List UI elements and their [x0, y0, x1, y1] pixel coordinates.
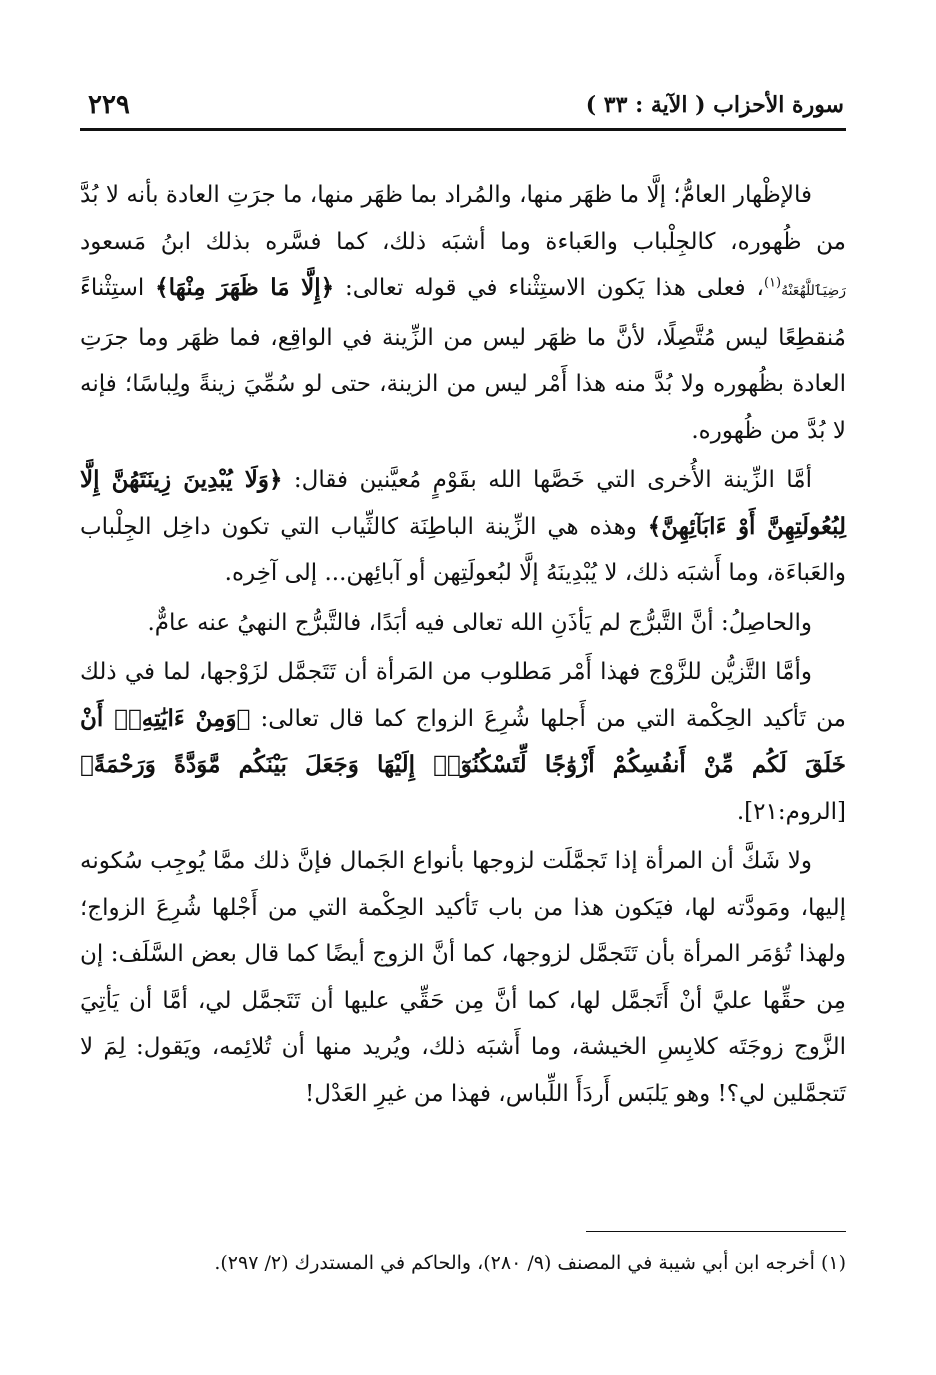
- quran-verse: ﴿إِلَّا مَا ظَهَرَ مِنْهَا﴾: [155, 274, 335, 301]
- paragraph-4-text-a: وأمَّا التَّزيُّن للزَّوْج فهذا أَمْر مَطلوب من المَرأة أن تَتَجمَّل لزَوْجها، لما في ذلك من تَأكيد الحِكْمة التي من أَجلها شُرِعَ الزواج كما قال تعالى:: [80, 659, 847, 732]
- paragraph-5: ولا شَكَّ أن المرأة إذا تَجمَّلَت لزوجها بأنواع الجَمال فإنَّ ذلك ممَّا يُوجِب سُكونه إليها، ومَودَّته لها، فيَكون هذا من باب تَأكيد الحِكْمة التي من أَجْلها شُرِعَ الزواج؛ ولهذا تُؤمَر المرأة بأن تَتَجمَّل لزوجها، كما أنَّ الزوج أيضًا كما قال بعض السَّلَف: إن مِن حقِّها عليَّ أنْ أَتَجمَّل لها، كما أنَّ مِن حَقِّي عليها أن تَتَجمَّل لي، أمَّا أن يَأتِيَ الزَّوج زوجَتَه كلابِسِ الخيشة، وما أَشبَه ذلك، ويُريد منها أن تُلائِمه، ويَقول: لِمَ لا تَتجمَّلين لي؟! وهو يَلبَس أَردَأَ اللِّباس، فهذا من غيرِ العَدْل!: [80, 848, 846, 1107]
- honorific-formula: رَضِيَٱللَّهُعَنْهُ: [781, 283, 846, 299]
- footnote: (١) أخرجه ابن أبي شيبة في المصنف (٩/ ٢٨٠)، والحاكم في المستدرك (٢/ ٢٩٧).: [214, 1252, 846, 1274]
- quran-verse: ﴿وَمِنْ ءَايَٰتِهِۦٓ أَنْ خَلَقَ لَكُم مِّنْ أَنفُسِكُمْ أَزْوَٰجًا لِّتَسْكُنُوٓا۟ إِلَيْهَا وَجَعَلَ بَيْنَكُم مَّوَدَّةً وَرَحْمَةً﴾: [80, 704, 846, 778]
- paragraph-1-text-a: فالإظْهار العامُّ؛ إلَّا ما ظهَر منها، والمُراد بما ظهَر منها، ما جرَتِ العادة بأنه لا بُدَّ من ظُهوره، كالجِلْباب والعَباءة وما أشبَه ذلك، كما فسَّره بذلك ابنُ مَسعود: [80, 182, 846, 255]
- paragraph-2: [80, 457, 846, 597]
- paragraph-1-text-c: استِثْناءً مُنقطِعًا ليس مُتَّصِلًا، لأنَّ ما ظهَر ليس من الزِّينة في الواقِع، فما ظهَر وما جرَتِ العادة بظُهوره ولا بُدَّ منه هذا أَمْر ليس من الزينة، حتى لو سُمِّيَ زينةً ولِباسًا؛ فإنه لا بُدَّ من ظُهوره.: [80, 275, 846, 444]
- running-header: [80, 88, 846, 131]
- paragraph-1-text-b: ، فعلى هذا يَكون الاستِثْناء في قوله تعالى:: [334, 275, 764, 301]
- verse-citation: [الروم:٢١].: [736, 798, 846, 825]
- paragraph-2-text-a: أمَّا الزِّينة الأُخرى التي خَصَّها الله بقَوْمٍ مُعيَّنين فقال:: [282, 467, 812, 493]
- footnote-reference: (١): [763, 275, 782, 291]
- main-text: [80, 172, 846, 1117]
- paragraph-2-text-b: وهذه هي الزِّينة الباطِنَة كالثِّياب التي تكون داخِل الجِلْباب والعَباءَة، وما أَشبَه ذلك، لا يُبْدِينَهُ إلَّا لبُعولَتِهن أو آبائِهن... إلى آخِره.: [80, 513, 846, 586]
- paragraph-1: [80, 172, 846, 454]
- paragraph-3: والحاصِلُ: أنَّ التَّبرُّج لم يَأذَنِ الله تعالى فيه أبَدًا، فالتَّبرُّج النهيُ عنه عامٌّ.: [147, 609, 812, 636]
- page-number: ٢٢٩: [88, 90, 130, 120]
- footnote-divider: [586, 1231, 846, 1232]
- quran-verse: ﴿وَلَا يُبْدِينَ زِينَتَهُنَّ إِلَّا لِبُعُولَتِهِنَّ أَوْ ءَابَآئِهِنَّ﴾: [80, 466, 846, 540]
- paragraph-4: [80, 649, 846, 835]
- chapter-title: سورة الأحزاب ( الآية : ٣٣ ): [585, 92, 844, 118]
